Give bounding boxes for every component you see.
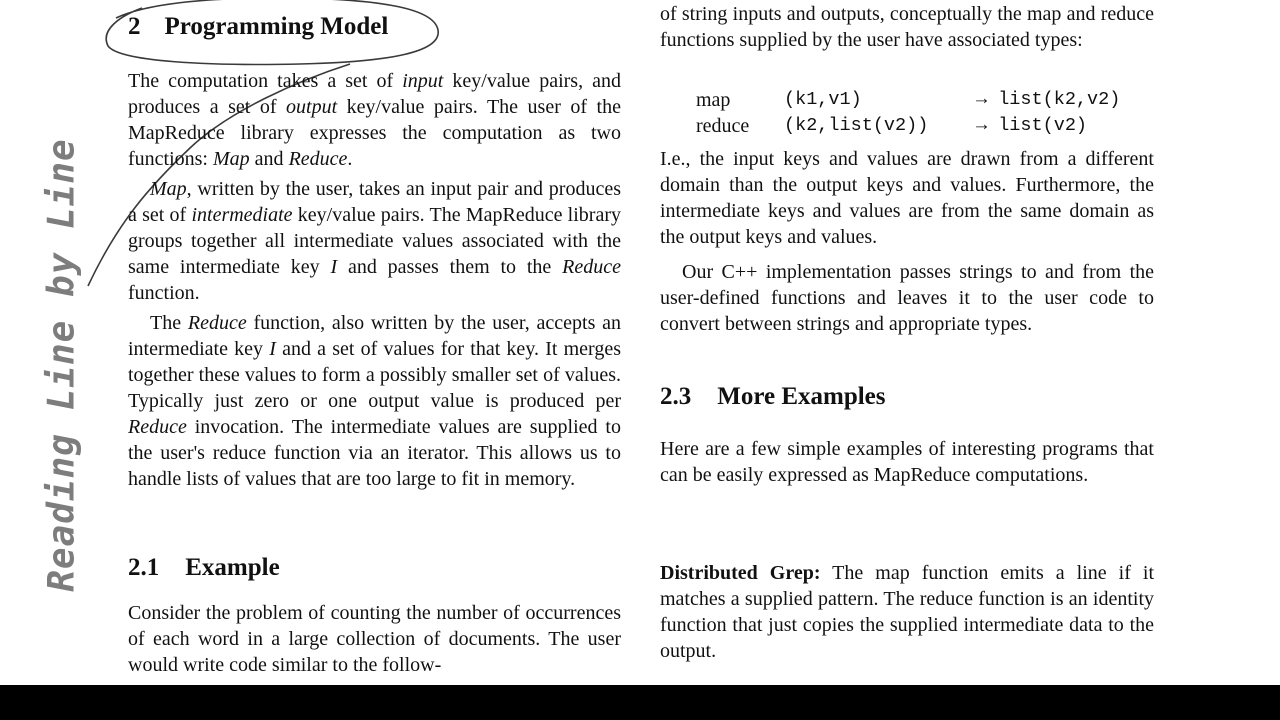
paragraph-map: Map, written by the user, takes an input pair and produces a set of intermediate key/value pairs. The MapReduce library groups together all intermediate values associated with the same intermediate key I and passes them to the Reduce function. — [128, 178, 621, 304]
bottom-black-bar — [0, 685, 1280, 720]
paragraph-types-intro: of string inputs and outputs, conceptually the map and reduce functions supplied by the user have associated types: — [660, 3, 1154, 51]
subsection-heading-more-examples: 2.3 More Examples — [660, 383, 886, 410]
paragraph-more-examples-intro: Here are a few simple examples of interesting programs that can be easily expressed as MapReduce computations. — [660, 438, 1154, 486]
reading-line-by-line-watermark: Reading Line by Line — [41, 138, 83, 592]
section-heading — [128, 12, 621, 42]
types-row-map: map (k1,v1) → list(k2,v2) — [696, 89, 1121, 111]
section-number: 2 — [128, 13, 141, 40]
paragraph-cpp-implementation: Our C++ implementation passes strings to and from the user-defined functions and leaves it to the user code to convert between strings and appropriate types. — [660, 261, 1154, 335]
paragraph-types-explanation: I.e., the input keys and values are drawn from a different domain than the output keys and values. Furthermore, the intermediate keys and values are from the same domain as the output keys and values. — [660, 148, 1154, 248]
section-title: Programming Model — [164, 13, 389, 40]
types-row-reduce: reduce (k2,list(v2)) → list(v2) — [696, 115, 1088, 137]
paragraph-example: Consider the problem of counting the number of occurrences of each word in a large collection of documents. The user would write code similar to the follow- — [128, 602, 621, 676]
paragraph-distributed-grep: Distributed Grep: The map function emits a line if it matches a supplied pattern. The reduce function is an identity function that just copies the supplied intermediate data to the output. — [660, 562, 1154, 662]
paragraph-reduce: The Reduce function, also written by the user, accepts an intermediate key I and a set of values for that key. It merges together these values to form a possibly smaller set of values. Typically just zero or one output value is produced per Reduce invocation. The intermediate values are supplied to the user's reduce function via an iterator. This allows us to handle lists of values that are too large to fit in memory. — [128, 312, 622, 490]
subsection-heading-example: 2.1 Example — [128, 554, 280, 581]
grep-label: Distributed Grep: — [660, 562, 821, 584]
types-table — [696, 87, 1156, 139]
paragraph-computation: The computation takes a set of input key/value pairs, and produces a set of output key/value pairs. The user of the MapReduce library expresses the computation as two functions: Map and Reduce. — [128, 70, 622, 170]
